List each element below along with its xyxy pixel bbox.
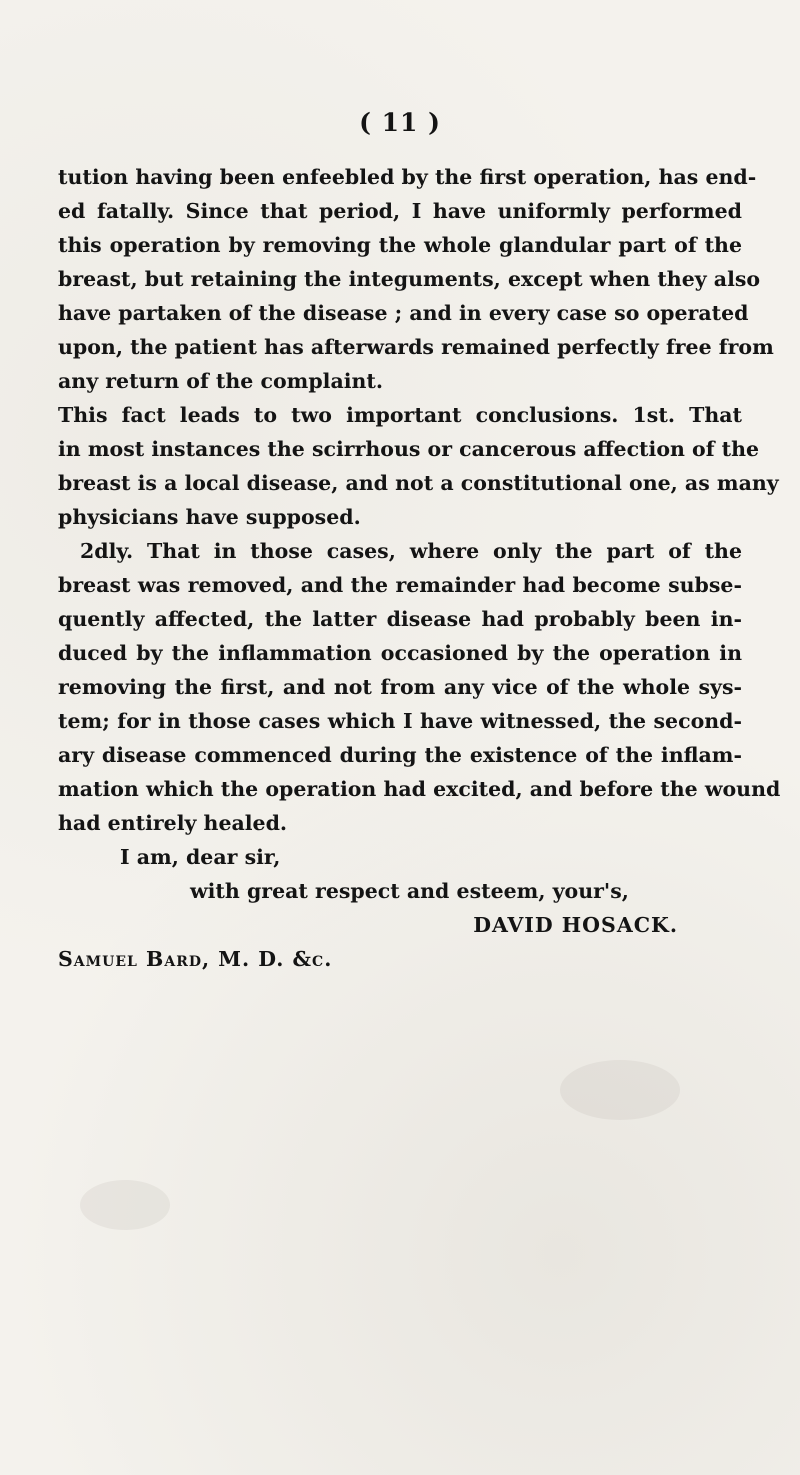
text-line: 2dly. That in those cases, where only the part of the [80, 539, 742, 563]
text-line: breast was removed, and the remainder had become subse- [58, 573, 742, 597]
text-line: physicians have supposed. [58, 505, 361, 529]
text-line: This fact leads to two important conclusions. 1st. That [58, 403, 742, 427]
text-line: had entirely healed. [58, 811, 288, 835]
letter-body [58, 160, 781, 976]
text-line: breast is a local disease, and not a constitutional one, as many [58, 471, 779, 495]
paragraph-3 [58, 534, 781, 840]
paper-stain [560, 1060, 680, 1120]
text-line: ed fatally. Since that period, I have uniformly performed [58, 199, 742, 223]
paper-stain [80, 1180, 170, 1230]
text-line: have partaken of the disease ; and in every case so operated [58, 301, 749, 325]
page-number: ( 11 ) [359, 108, 441, 137]
text-line: duced by the inflammation occasioned by the operation in [58, 641, 742, 665]
text-line: in most instances the scirrhous or cancerous affection of the [58, 437, 760, 461]
text-line: quently affected, the latter disease had probably been in- [58, 607, 742, 631]
text-line: upon, the patient has afterwards remained perfectly free from [58, 335, 774, 359]
text-line: tem; for in those cases which I have witnessed, the second- [58, 709, 742, 733]
addressee: Samuel Bard, M. D. &c. [58, 947, 333, 971]
paragraph-1 [58, 160, 774, 398]
text-line: mation which the operation had excited, and before the wound [58, 777, 781, 801]
signature: DAVID HOSACK. [473, 913, 678, 937]
text-line: this operation by removing the whole glandular part of the [58, 233, 742, 257]
text-line: removing the first, and not from any vice of the whole sys- [58, 675, 742, 699]
salutation: I am, dear sir, [120, 845, 281, 869]
paragraph-2 [58, 398, 779, 534]
text-line: tution having been enfeebled by the first operation, has end- [58, 165, 757, 189]
letter-closing [58, 840, 742, 976]
text-line: breast, but retaining the integuments, except when they also [58, 267, 761, 291]
text-line: ary disease commenced during the existence of the inflam- [58, 743, 742, 767]
text-line: any return of the complaint. [58, 369, 384, 393]
closing-respect: with great respect and esteem, your's, [190, 879, 629, 903]
